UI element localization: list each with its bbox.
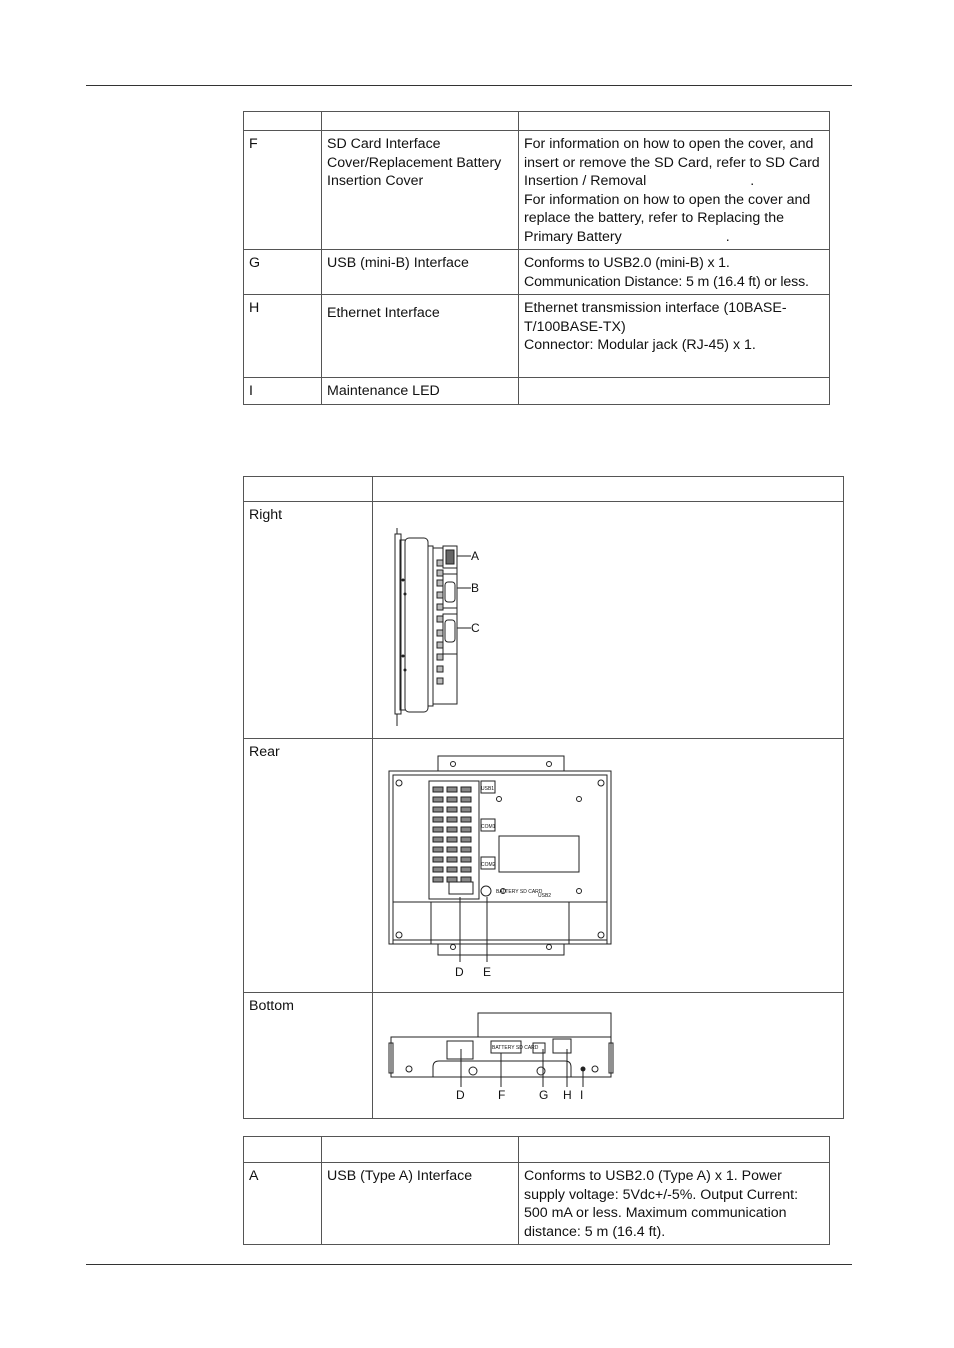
period: . xyxy=(725,228,730,245)
row-id: A xyxy=(244,1163,322,1245)
row-description: Ethernet transmission interface (10BASE-T/100BASE-TX) Connector: Modular jack (RJ-45) x 1. xyxy=(519,295,830,378)
table-row xyxy=(244,295,830,378)
row-id: H xyxy=(244,295,322,378)
description-text: For information on how to open the cover and replace the battery, refer to Replacing the Primary Battery xyxy=(524,191,811,245)
description-text: For information on how to open the cover, and insert or remove the SD Card, refer to SD Card Insertion / Removal xyxy=(524,136,820,189)
row-name: USB (Type A) Interface xyxy=(322,1163,519,1245)
panel-text: USB1 xyxy=(481,785,495,792)
view-row-right xyxy=(244,502,844,739)
footer-rule xyxy=(86,1264,852,1265)
right-view-drawing xyxy=(373,502,843,732)
panel-text: BATTERY SD CARD xyxy=(492,1045,539,1051)
bottom-view-drawing xyxy=(373,993,843,1112)
row-id: G xyxy=(244,250,322,295)
rear-view-drawing xyxy=(373,739,843,987)
view-row-bottom xyxy=(244,993,844,1119)
callout-label: I xyxy=(580,1088,584,1102)
panel-text: COM2 xyxy=(481,861,496,868)
table-row xyxy=(244,1163,830,1245)
table-row xyxy=(244,250,830,295)
callout-label: H xyxy=(563,1088,572,1102)
callout-label: G xyxy=(539,1088,549,1102)
row-description xyxy=(519,378,830,405)
view-row-rear xyxy=(244,738,844,993)
callout-label: D xyxy=(456,1088,465,1102)
panel-text: BATTERY SD CARD xyxy=(496,888,543,895)
table-row xyxy=(244,131,830,250)
row-id: I xyxy=(244,378,322,405)
row-description: Conforms to USB2.0 (Type A) x 1. Power supply voltage: 5Vdc+/-5%. Output Current: 500 mA or less. Maximum communication distance: 5 m (16.4 ft). xyxy=(519,1163,830,1245)
row-name: SD Card Interface Cover/Replacement Battery Insertion Cover xyxy=(322,131,519,250)
row-description xyxy=(519,131,830,250)
callout-label: E xyxy=(483,964,492,979)
row-description: Conforms to USB2.0 (mini-B) x 1. Communication Distance: 5 m (16.4 ft) or less. xyxy=(519,250,830,295)
row-name: Maintenance LED xyxy=(322,378,519,405)
panel-text: USB2 xyxy=(538,892,552,899)
row-id: F xyxy=(244,131,322,250)
row-name: Ethernet Interface xyxy=(322,295,519,378)
callout-label: C xyxy=(471,621,480,635)
table-header-row xyxy=(244,112,830,131)
table-header-row xyxy=(244,477,844,502)
callout-label: A xyxy=(471,549,480,563)
interface-table-top xyxy=(243,111,830,405)
view-label: Right xyxy=(244,502,373,739)
callout-label: D xyxy=(455,964,464,979)
view-figure xyxy=(373,738,844,993)
view-label: Rear xyxy=(244,738,373,993)
interface-table-bottom xyxy=(243,1136,830,1245)
table-header-row xyxy=(244,1137,830,1163)
callout-label: F xyxy=(498,1088,506,1102)
period: . xyxy=(750,173,755,189)
view-figure xyxy=(373,502,844,739)
row-name: USB (mini-B) Interface xyxy=(322,250,519,295)
header-rule xyxy=(86,85,852,86)
panel-text: COM1 xyxy=(481,823,496,830)
view-label: Bottom xyxy=(244,993,373,1119)
views-table xyxy=(243,476,844,1119)
table-row xyxy=(244,378,830,405)
callout-label: B xyxy=(471,581,480,595)
view-figure xyxy=(373,993,844,1119)
